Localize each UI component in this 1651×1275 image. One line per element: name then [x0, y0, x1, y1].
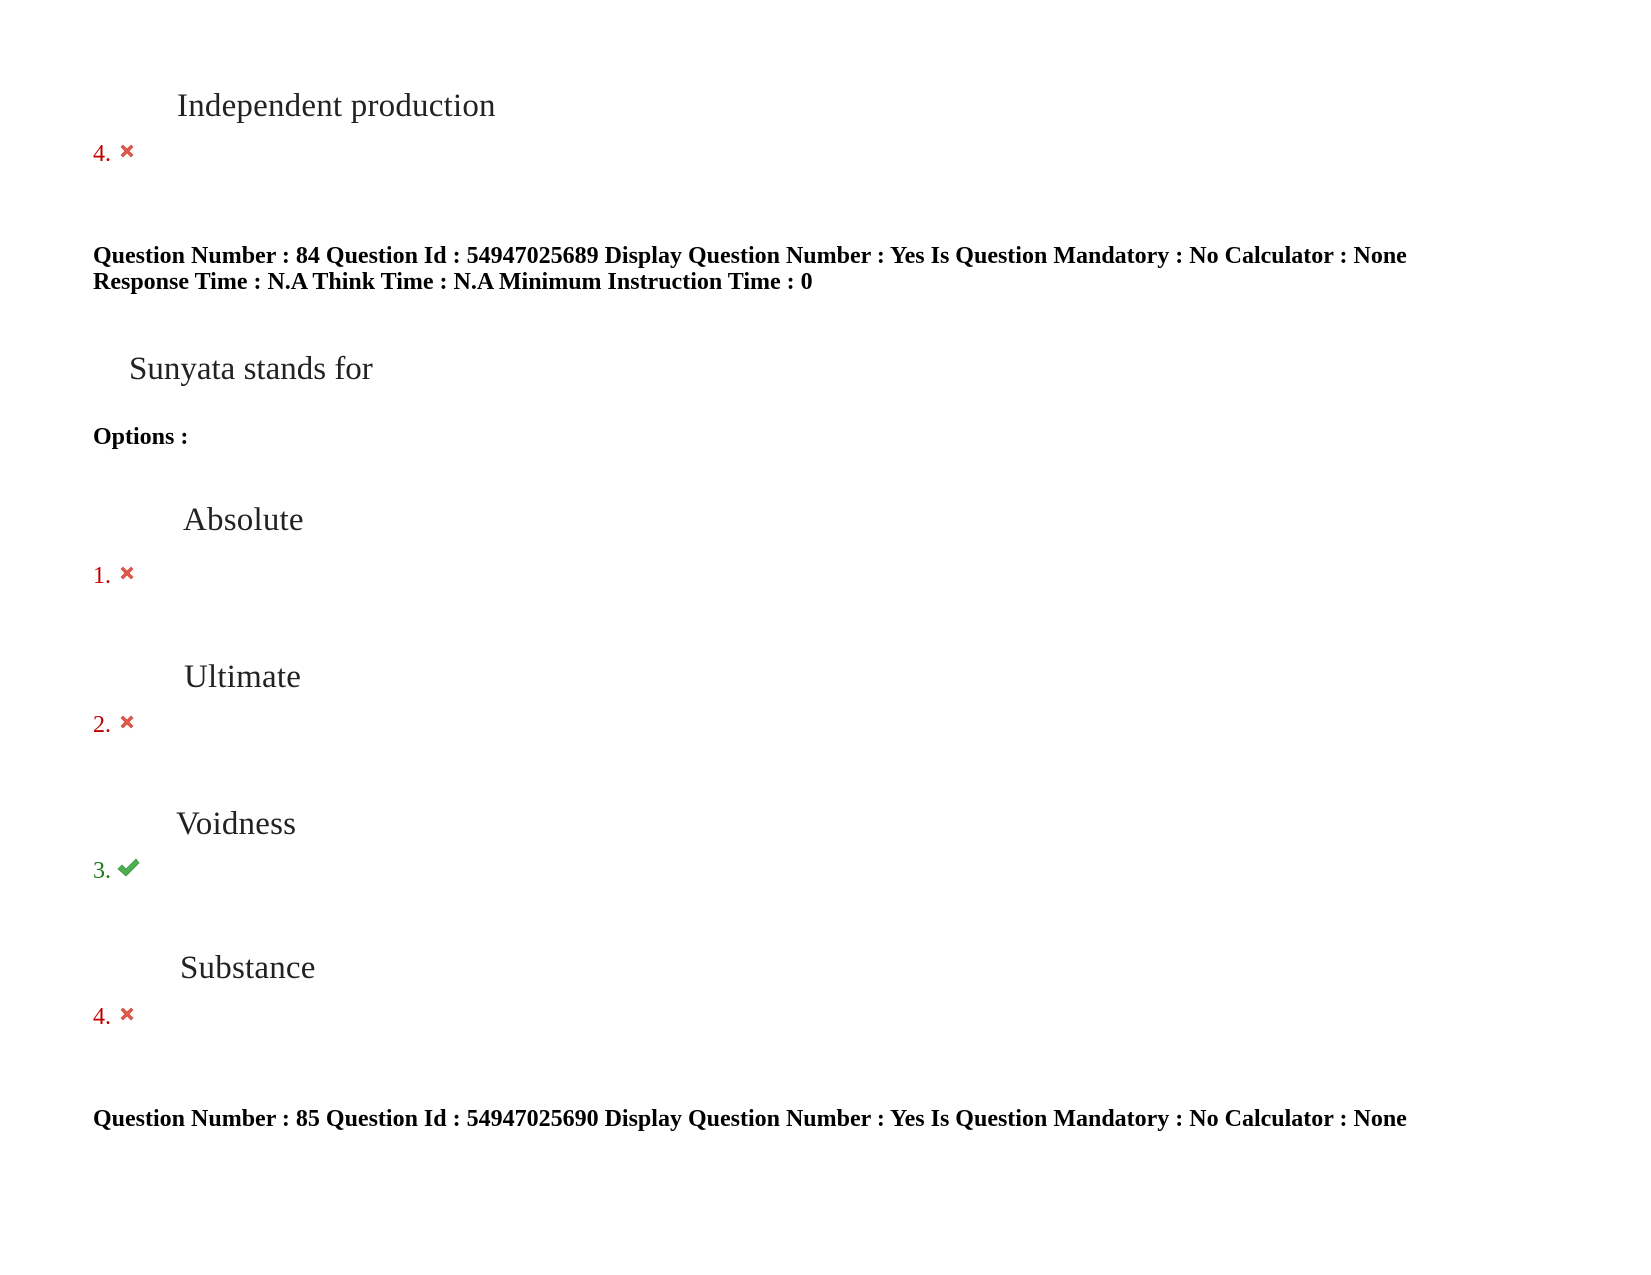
option-3-number: 3.	[93, 858, 111, 884]
question-85-meta-line-1: Question Number : 85 Question Id : 54947025690 Display Question Number : Yes Is Question Mandatory : No Calculator : None	[93, 1106, 1407, 1132]
cross-icon	[118, 1005, 136, 1023]
option-1-text: Absolute	[183, 502, 304, 538]
cross-icon	[118, 713, 136, 731]
prev-option-4-number: 4.	[93, 141, 111, 167]
question-84-text: Sunyata stands for	[129, 351, 373, 387]
cross-icon	[118, 564, 136, 582]
options-label: Options :	[93, 424, 189, 450]
option-4-number: 4.	[93, 1004, 111, 1030]
option-2-number: 2.	[93, 712, 111, 738]
cross-icon	[118, 142, 136, 160]
option-3-text: Voidness	[176, 806, 297, 842]
option-2-text: Ultimate	[184, 659, 302, 695]
question-84-meta-line-2: Response Time : N.A Think Time : N.A Minimum Instruction Time : 0	[93, 269, 813, 295]
question-84-meta-line-1: Question Number : 84 Question Id : 54947025689 Display Question Number : Yes Is Question Mandatory : No Calculator : None	[93, 243, 1407, 269]
prev-option-4-text: Independent production	[177, 88, 496, 124]
check-icon	[116, 857, 141, 879]
option-4-text: Substance	[180, 950, 316, 986]
option-1-number: 1.	[93, 563, 111, 589]
